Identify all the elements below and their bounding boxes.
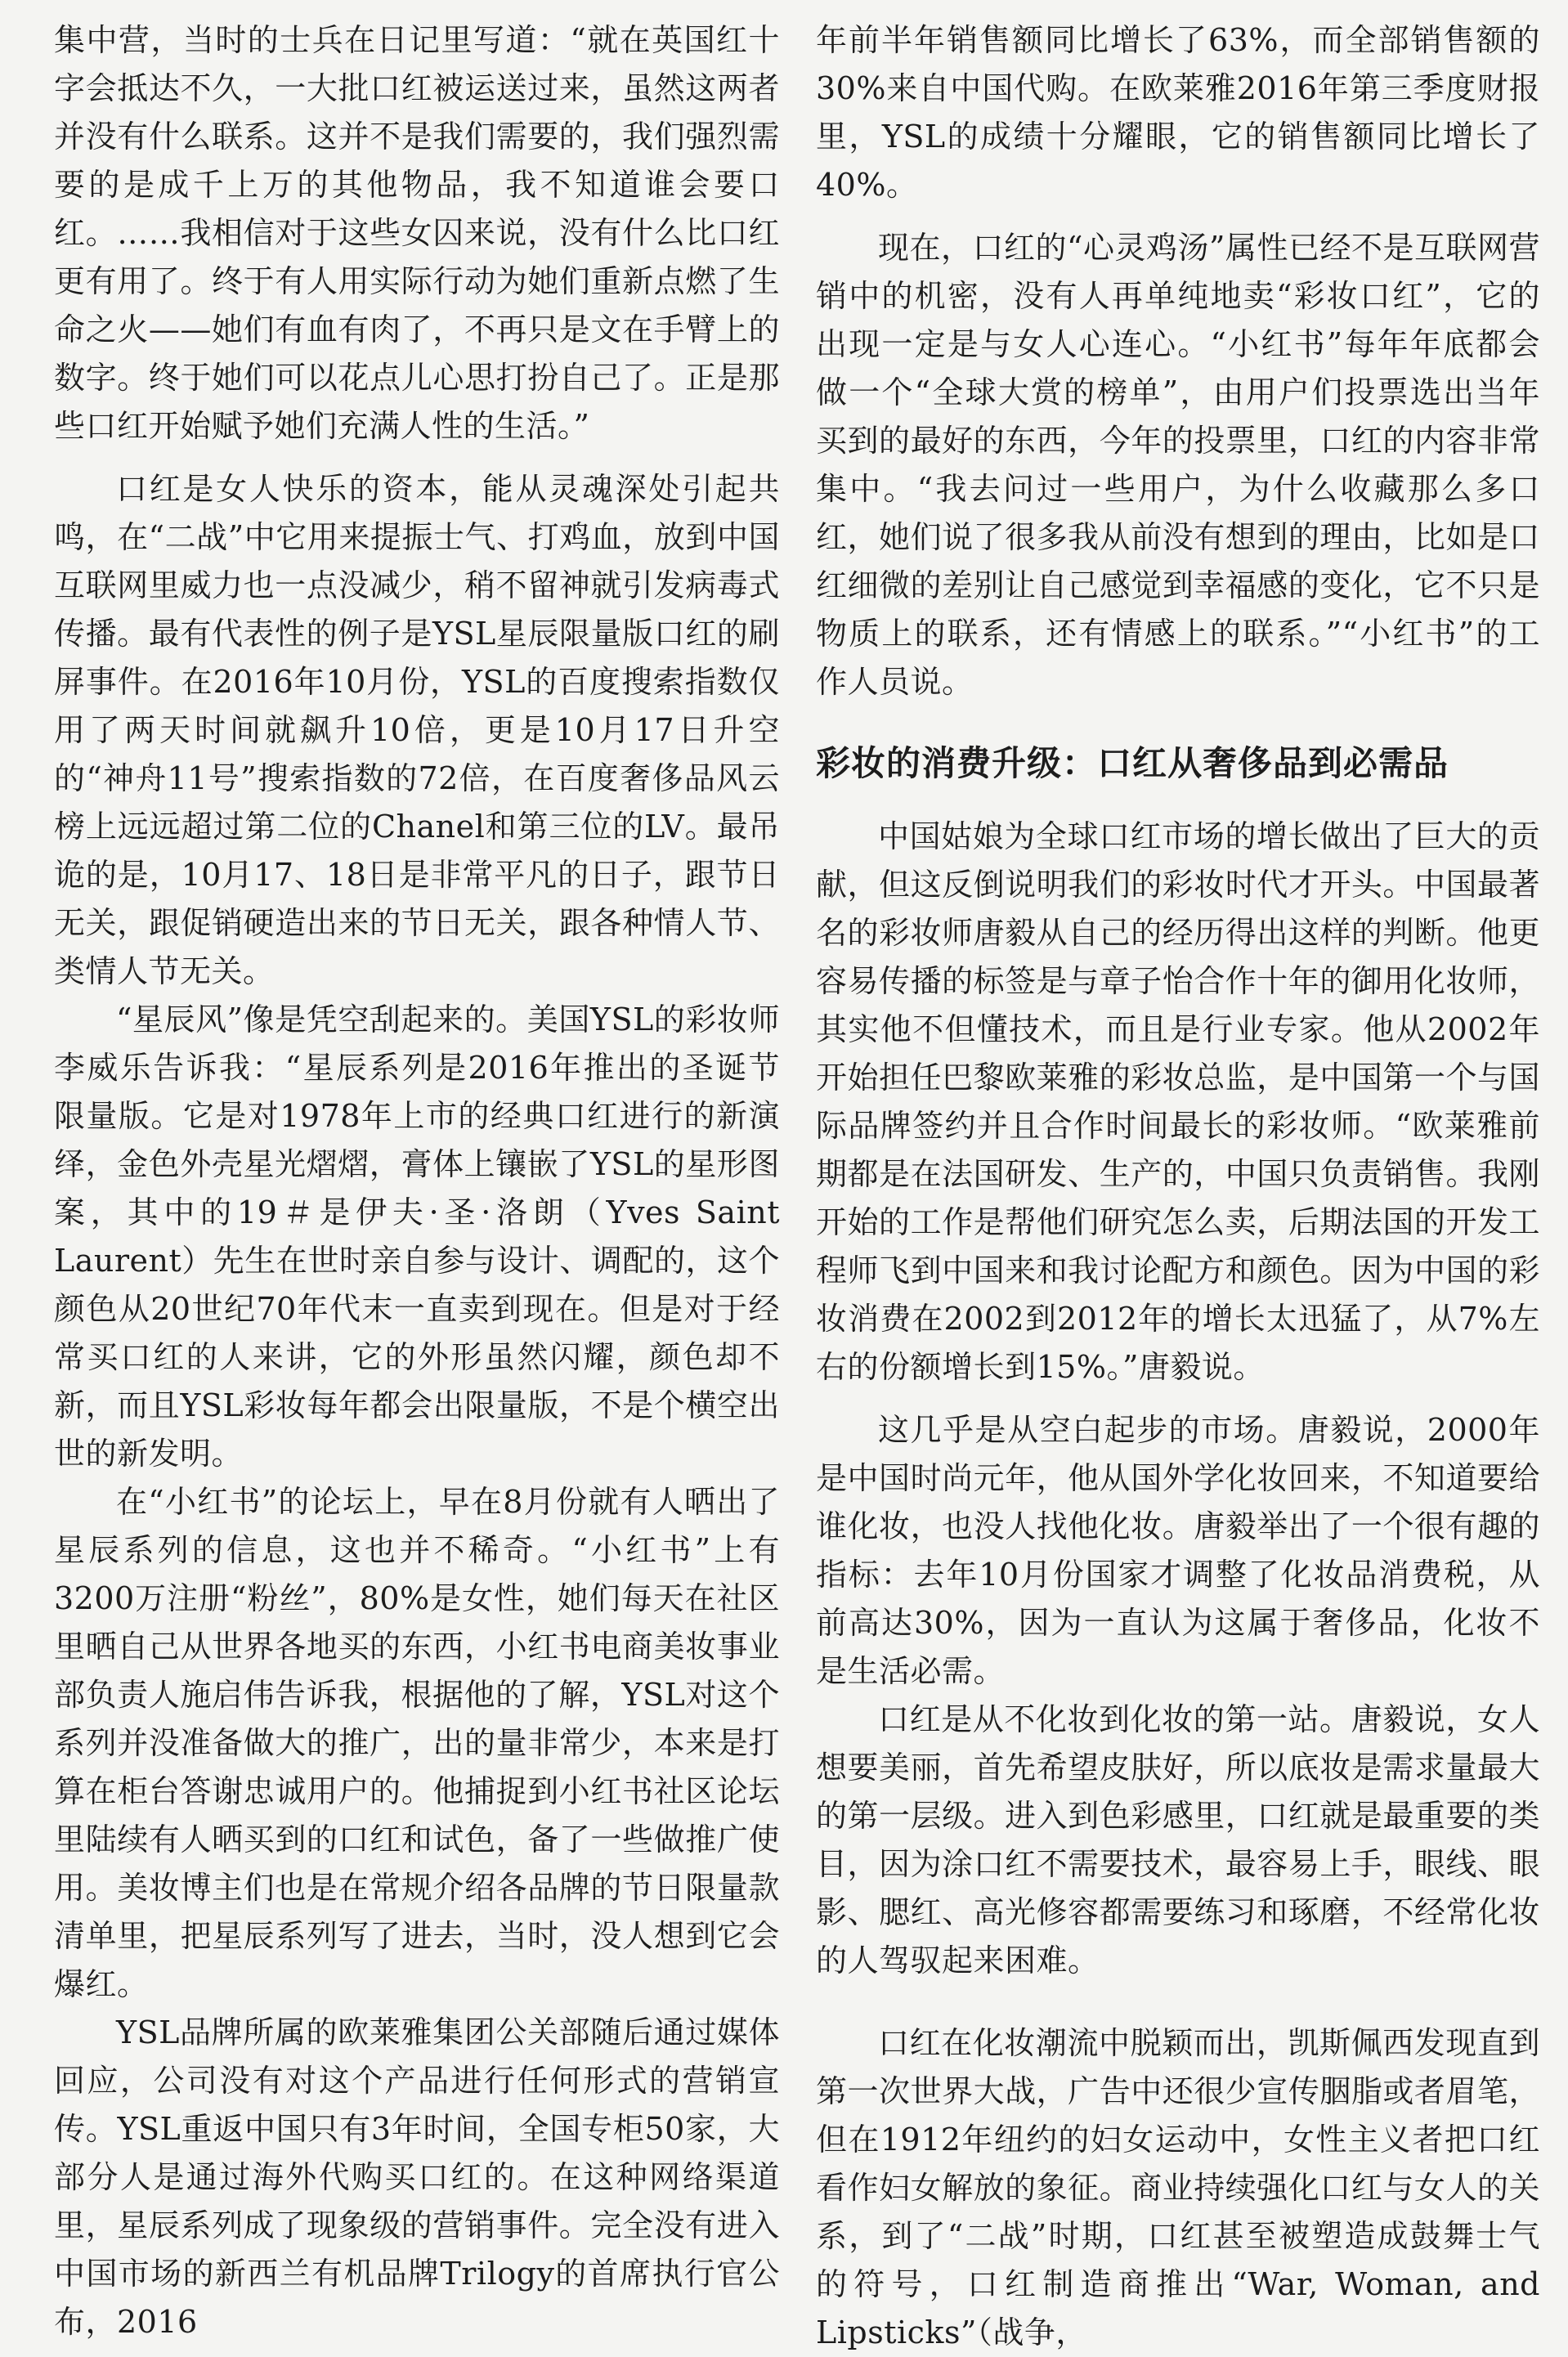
left-paragraph-5: YSL品牌所属的欧莱雅集团公关部随后通过媒体回应，公司没有对这个产品进行任何形式的营销宣传。YSL重返中国只有3年时间，全国专柜50家，大部分人是通过海外代购买口红的。在这种网络渠道里，星辰系列成了现象级的营销事件。完全没有进入中国市场的新西兰有机品牌Trilogy的首席执行官公布，2016 [54, 2014, 780, 2340]
right-paragraph-6: 口红在化妆潮流中脱颖而出，凯斯佩西发现直到第一次世界大战，广告中还很少宣传胭脂或者眉笔，但在1912年纽约的妇女运动中，女性主义者把口红看作妇女解放的象征。商业持续强化口红与女人的关系，到了“二战”时期，口红甚至被塑造成鼓舞士气的符号，口红制造商推出“War, Woman, and Lipsticks”（战争， [816, 2025, 1540, 2350]
right-paragraph-4: 这几乎是从空白起步的市场。唐毅说，2000年是中国时尚元年，他从国外学化妆回来，不知道要给谁化妆，也没人找他化妆。唐毅举出了一个很有趣的指标：去年10月份国家才调整了化妆品消费税，从前高达30%，因为一直认为这属于奢侈品，化妆不是生活必需。 [816, 1412, 1540, 1689]
section-heading: 彩妆的消费升级：口红从奢侈品到必需品 [816, 743, 1449, 783]
left-paragraph-4: 在“小红书”的论坛上，早在8月份就有人晒出了星辰系列的信息，这也并不稀奇。“小红书”上有3200万注册“粉丝”，80%是女性，她们每天在社区里晒自己从世界各地买的东西，小红书电商美妆事业部负责人施启伟告诉我，根据他的了解，YSL对这个系列并没准备做大的推广，出的量非常少，本来是打算在柜台答谢忠诚用户的。他捕捉到小红书社区论坛里陆续有人晒买到的口红和试色，备了一些做推广使用。美妆博主们也是在常规介绍各品牌的节日限量款清单里，把星辰系列写了进去，当时，没人想到它会爆红。 [54, 1484, 780, 2002]
left-paragraph-2: 口红是女人快乐的资本，能从灵魂深处引起共鸣，在“二战”中它用来提振士气、打鸡血，放到中国互联网里威力也一点没减少，稍不留神就引发病毒式传播。最有代表性的例子是YSL星辰限量版口红的刷屏事件。在2016年10月份，YSL的百度搜索指数仅用了两天时间就飙升10倍，更是10月17日升空的“神舟11号”搜索指数的72倍，在百度奢侈品风云榜上远远超过第二位的Chanel和第三位的LV。最吊诡的是，10月17、18日是非常平凡的日子，跟节日无关，跟促销硬造出来的节日无关，跟各种情人节、类情人节无关。 [54, 471, 780, 989]
right-paragraph-1: 年前半年销售额同比增长了63%，而全部销售额的30%来自中国代购。在欧莱雅2016年第三季度财报里，YSL的成绩十分耀眼，它的销售额同比增长了40%。 [816, 22, 1540, 203]
right-paragraph-3: 中国姑娘为全球口红市场的增长做出了巨大的贡献，但这反倒说明我们的彩妆时代才开头。中国最著名的彩妆师唐毅从自己的经历得出这样的判断。他更容易传播的标签是与章子怡合作十年的御用化妆师，其实他不但懂技术，而且是行业专家。他从2002年开始担任巴黎欧莱雅的彩妆总监，是中国第一个与国际品牌签约并且合作时间最长的彩妆师。“欧莱雅前期都是在法国研发、生产的，中国只负责销售。我刚开始的工作是帮他们研究怎么卖，后期法国的开发工程师飞到中国来和我讨论配方和颜色。因为中国的彩妆消费在2002到2012年的增长太迅猛了，从7%左右的份额增长到15%。”唐毅说。 [816, 818, 1540, 1385]
left-paragraph-3: “星辰风”像是凭空刮起来的。美国YSL的彩妆师李威乐告诉我：“星辰系列是2016年推出的圣诞节限量版。它是对1978年上市的经典口红进行的新演绎，金色外壳星光熠熠，膏体上镶嵌了YSL的星形图案，其中的19＃是伊夫·圣·洛朗（Yves Saint Laurent）先生在世时亲自参与设计、调配的，这个颜色从20世纪70年代末一直卖到现在。但是对于经常买口红的人来讲，它的外形虽然闪耀，颜色却不新，而且YSL彩妆每年都会出限量版，不是个横空出世的新发明。 [54, 1002, 780, 1472]
right-column [816, 16, 1540, 2357]
right-paragraph-5: 口红是从不化妆到化妆的第一站。唐毅说，女人想要美丽，首先希望皮肤好，所以底妆是需求量最大的第一层级。进入到色彩感里，口红就是最重要的类目，因为涂口红不需要技术，最容易上手，眼线、眼影、腮红、高光修容都需要练习和琢磨，不经常化妆的人驾驭起来困难。 [816, 1701, 1540, 1978]
left-column [54, 16, 780, 2346]
right-paragraph-2: 现在，口红的“心灵鸡汤”属性已经不是互联网营销中的机密，没有人再单纯地卖“彩妆口红”，它的出现一定是与女人心连心。“小红书”每年年底都会做一个“全球大赏的榜单”，由用户们投票选出当年买到的最好的东西，今年的投票里，口红的内容非常集中。“我去问过一些用户，为什么收藏那么多口红，她们说了很多我从前没有想到的理由，比如是口红细微的差别让自己感觉到幸福感的变化，它不只是物质上的联系，还有情感上的联系。”“小红书”的工作人员说。 [816, 230, 1540, 700]
left-paragraph-1: 集中营，当时的士兵在日记里写道：“就在英国红十字会抵达不久，一大批口红被运送过来，虽然这两者并没有什么联系。这并不是我们需要的，我们强烈需要的是成千上万的其他物品，我不知道谁会要口红。……我相信对于这些女囚来说，没有什么比口红更有用了。终于有人用实际行动为她们重新点燃了生命之火——她们有血有肉了，不再只是文在手臂上的数字。终于她们可以花点儿心思打扮自己了。正是那些口红开始赋予她们充满人性的生活。” [54, 22, 780, 444]
